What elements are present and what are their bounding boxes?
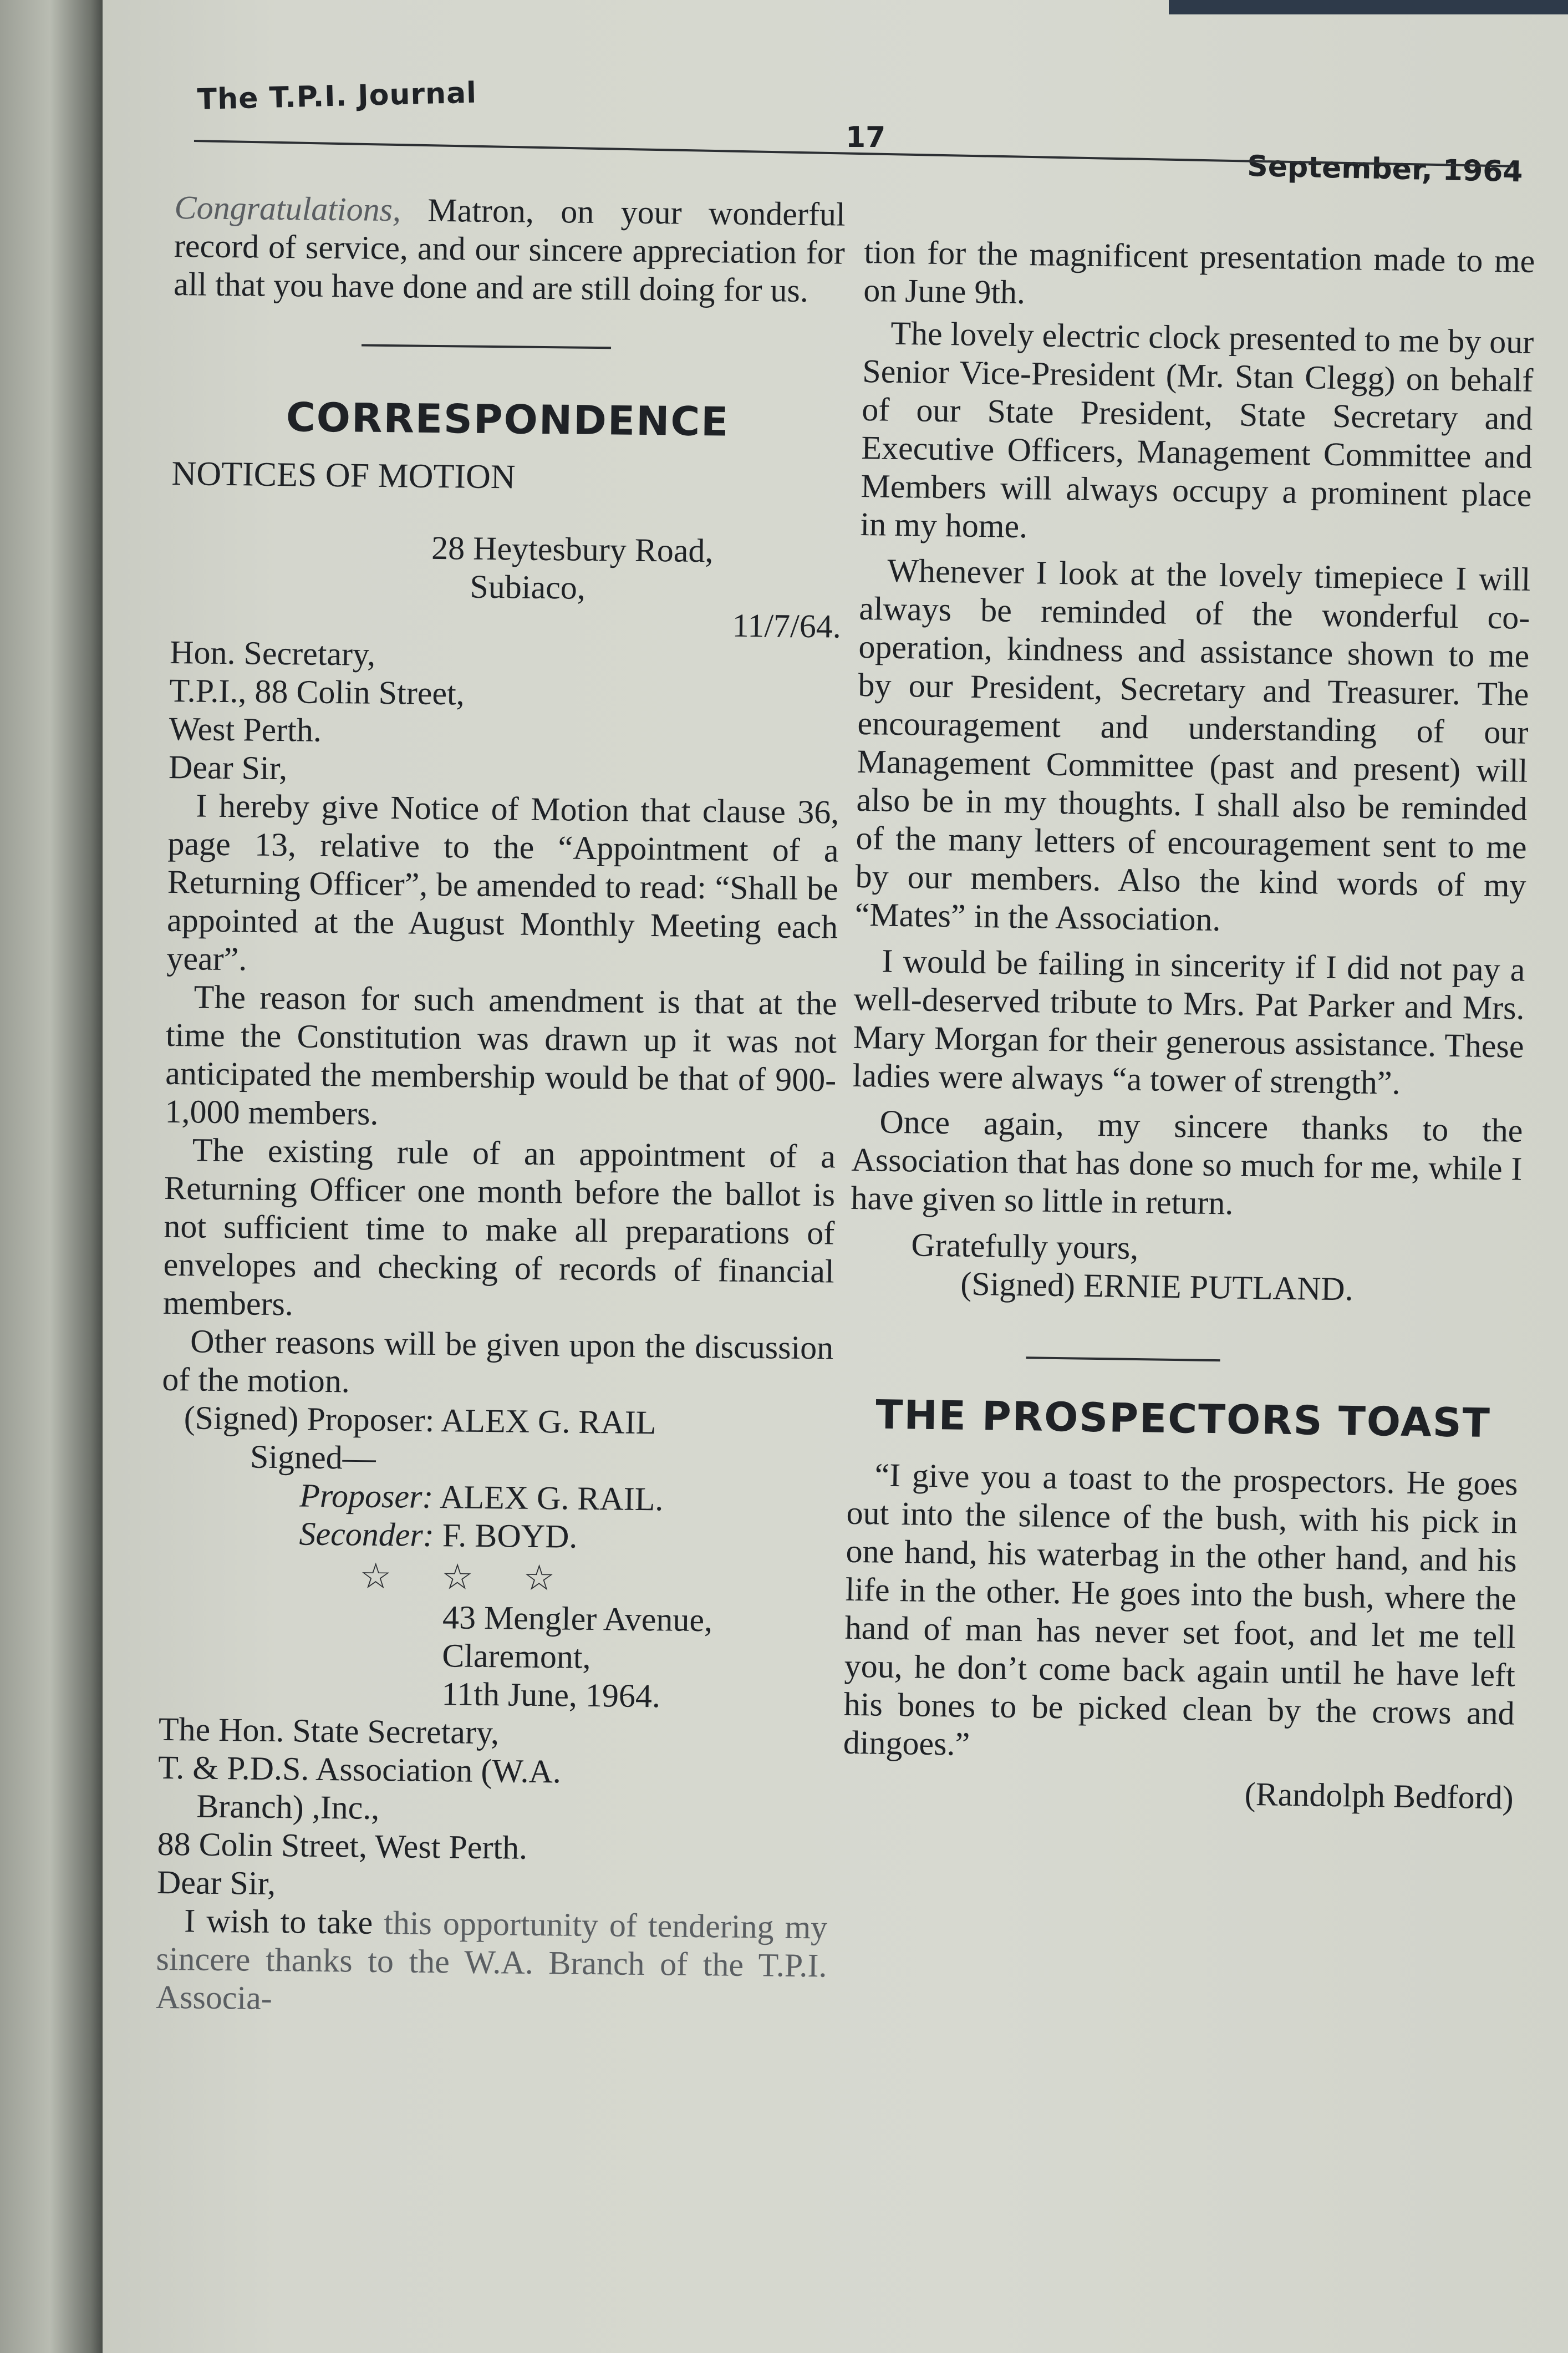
intro-first-word: Congratulations, xyxy=(174,189,401,228)
star-icon: ☆ xyxy=(359,1556,392,1597)
letter2-to-line3: Branch) ,Inc., xyxy=(196,1787,380,1827)
letter2-date: 11th June, 1964. xyxy=(441,1675,661,1715)
letter1-salutation: Dear Sir, xyxy=(168,748,288,787)
letter1-address-line1: 28 Heytesbury Road, xyxy=(431,529,714,570)
star-separator xyxy=(160,1555,831,1602)
letter1-para2: The reason for such amendment is that at the time the Constitution was drawn up it was not anticipated the membership would be that of 900-1,000 members. xyxy=(165,978,838,1132)
letter2-para5: Once again, my sincere thanks to the Association that has done so much for me, while I have given so little in return. xyxy=(851,1103,1523,1222)
left-column xyxy=(155,189,845,2023)
letter1-to-line2: T.P.I., 88 Colin Street, xyxy=(169,672,465,712)
letter1-para3: The existing rule of an appointment of a Returning Officer one month before the ballot is not sufficient time to make all preparations of envelopes and checking of records of financial members. xyxy=(162,1131,836,1323)
letter2-address-line1: 43 Mengler Avenue, xyxy=(442,1599,713,1639)
correspondence-heading: CORRESPONDENCE xyxy=(286,394,730,445)
seconder-label: Seconder: xyxy=(299,1515,435,1554)
letter1-address xyxy=(170,526,842,610)
right-column xyxy=(842,189,1536,1817)
letter2-para1-faded: this opportunity of tendering my sincere thanks to the W.A. Branch of the T.P.I. Associa- xyxy=(155,1904,828,2017)
section-divider xyxy=(1026,1356,1220,1361)
letter1-to-line1: Hon. Secretary, xyxy=(169,633,376,673)
seconder-name: F. BOYD. xyxy=(442,1517,578,1555)
letter1-para4: Other reasons will be given upon the discussion of the motion. xyxy=(162,1323,834,1400)
toast-attribution: (Randolph Bedford) xyxy=(1244,1775,1514,1816)
letter1-to-line3: West Perth. xyxy=(169,710,322,749)
toast-text: “I give you a toast to the prospectors. He goes out into the silence of the bush, with his pick in one hand, his waterbag in the other hand, and his life in the other. He goes into the bush, where the hand of man has never set foot, and let me tell you, he don’t come back again until he have left his bones to be picked clean by the crows and dingoes.” xyxy=(843,1456,1518,1762)
page-top-band xyxy=(1169,0,1568,14)
letter1-proposer xyxy=(161,1475,832,1521)
letter2-closing: Gratefully yours, xyxy=(910,1226,1139,1267)
star-icon: ☆ xyxy=(441,1557,474,1597)
letter1-address-line2: Subiaco, xyxy=(470,568,586,606)
journal-title: The T.P.I. Journal xyxy=(197,76,477,116)
letter2-to-line2: T. & P.D.S. Association (W.A. xyxy=(157,1749,562,1790)
letter2-salutation: Dear Sir, xyxy=(156,1863,276,1902)
issue-date: September, 1964 xyxy=(1246,150,1524,189)
page-number: 17 xyxy=(846,121,886,154)
letter1-signed-line: (Signed) Proposer: ALEX G. RAIL xyxy=(184,1399,656,1441)
letter2-signature: (Signed) ERNIE PUTLAND. xyxy=(960,1265,1354,1308)
letter2-recipient xyxy=(157,1710,830,1909)
letter1-signed-label: Signed— xyxy=(250,1438,376,1476)
proposer-name: ALEX G. RAIL. xyxy=(439,1478,664,1518)
letter2-address xyxy=(159,1595,831,1717)
letter1-recipient xyxy=(169,633,841,794)
proposer-label: Proposer: xyxy=(299,1477,434,1516)
section-divider xyxy=(362,344,611,349)
letter2-para2: The lovely electric clock presented to me by our Senior Vice-President (Mr. Stan Clegg) on behalf of our State President, State Secretary and Executive Officers, Management Committee and Members will always occupy a prominent place in my home. xyxy=(860,314,1534,545)
letter1-para1: I hereby give Notice of Motion that clause 36, page 13, relative to the “Appointment of a Returning Officer”, be amended to read: “Shall be appointed at the August Monthly Meeting each year”. xyxy=(166,787,839,978)
letter2-para3: Whenever I look at the lovely timepiece I will always be reminded of the wonderful co-operation, kindness and assistance shown to me by our President, Secretary and Treasurer. The encouragement and understanding of our Management Committee (past and present) will also be in my thoughts. I shall also be reminded of the many letters of encouragement sent to me by our members. Also the kind words of my “Mates” in the Association. xyxy=(854,552,1531,938)
intro-rest: Matron, on your wonderful record of service, and our sincere appreciation for all that you have done and are still doing for us. xyxy=(173,191,846,309)
letter2-para4: I would be failing in sincerity if I did not pay a well-deserved tribute to Mrs. Pat Parker and Mrs. Mary Morgan for their generous assistance. These ladies were always “a tower of strength”. xyxy=(852,942,1525,1101)
letter1-date: 11/7/64. xyxy=(732,607,842,645)
letter2-para1-dark: I wish to take xyxy=(184,1902,373,1941)
intro-paragraph xyxy=(174,189,846,311)
letter2-to-line1: The Hon. State Secretary, xyxy=(158,1710,500,1751)
letter2-address-line2: Claremont, xyxy=(441,1637,591,1676)
letter2-para1 xyxy=(155,1902,827,2024)
prospectors-toast-heading: THE PROSPECTORS TOAST xyxy=(875,1391,1491,1446)
letter2-to-line4: 88 Colin Street, West Perth. xyxy=(157,1825,528,1866)
star-icon: ☆ xyxy=(523,1558,556,1598)
letter2-continuation: tion for the magnificent presentation made to me on June 9th. xyxy=(863,233,1535,311)
notices-of-motion-subheading: NOTICES OF MOTION xyxy=(171,454,516,496)
journal-page xyxy=(103,0,1568,2353)
book-fold xyxy=(0,0,111,2353)
letter1-seconder xyxy=(160,1513,832,1559)
